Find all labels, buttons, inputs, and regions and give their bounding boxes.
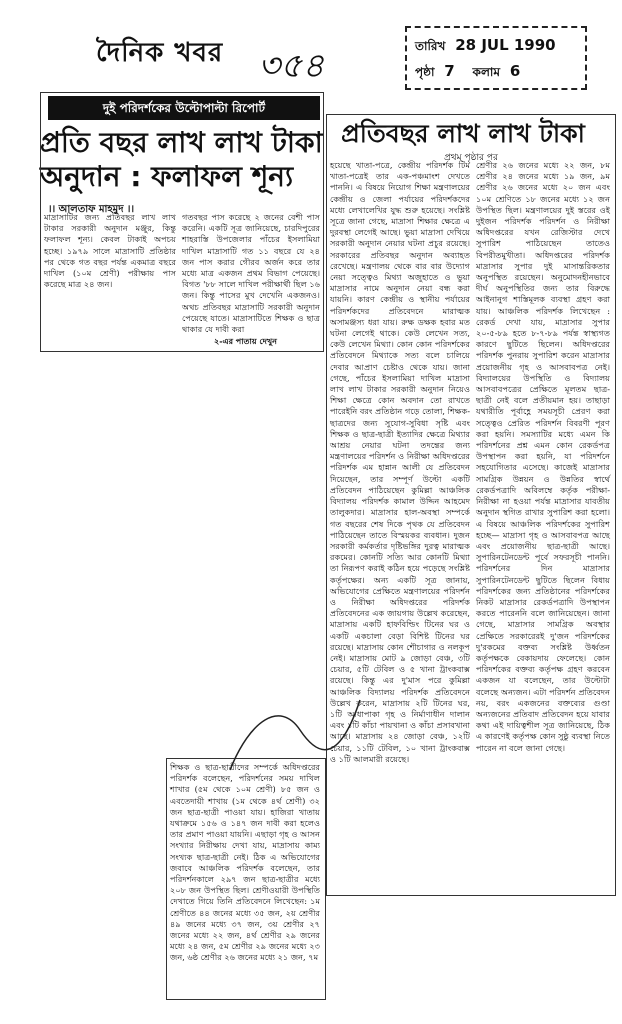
stamp-column-value: 6 bbox=[509, 62, 521, 80]
right-headline: প্রতিবছর লাখ লাখ টাকা bbox=[341, 119, 585, 148]
handwritten-number: ৩৫৪ bbox=[258, 46, 325, 86]
stamp-page-value: 7 bbox=[444, 62, 455, 80]
left-column-1: মাদ্রাসাটির জন্য প্রতিবছর লাখ লাখ টাকার সরকারী অনুদান মঞ্জুর, কিন্তু ফলাফল শূন্য। কেবল টাকাই অপচয় হচ্ছে। ১৯৭৯ সালে মাদ্রাসাটি প্রতিষ্ঠার পর থেকে গত বছর পর্যন্ত একমাত্র বছরে দাখিল (১০ম শ্রেণী) পরীক্ষায় পাস করেছে মাত্র ২৪ জন। bbox=[44, 212, 176, 290]
right-column-1: হয়েছে খাতা-পত্রে, কেন্দ্রীয় পরিদর্শক টিম খাতা-পত্রেই তার এক-পঞ্চমাংশ দেখতে পাননি। এ বিষয়ে নিয়োগ শিক্ষা মন্ত্রণালয়ের কেন্দ্রীয় ও জেলা পর্যায়ের পরিদর্শকদের মধ্যে লেখালেখির যুদ্ধ শুরু হয়েছে। সংশ্লিষ্ট সূত্রে জানা গেছে, মাদ্রাসা শিক্ষার ক্ষেত্রে এ দুরবস্থা লেগেই আছে। ভুয়া মাদ্রাসা দেখিয়ে সরকারী অনুদান নেয়ার ঘটনা প্রচুর রয়েছে। সরকারের প্রতিবছর অনুদান অব্যাহত রেখেছে। মন্ত্রণালয় থেকে বার বার উদ্যোগ নেয়া সত্ত্বেও মিথ্যা অজুহাতে ও ভুয়া মাদ্রাসার নামে অনুদান নেয়া বন্ধ করা যায়নি। কারণ কেন্দ্রীয় ও স্থানীয় পর্যায়ের পরিদর্শকদের প্রতিবেদনে মারাত্মক অসামঞ্জস্য ধরা যায়। রুক্ষ ডক্ষক হবার মত ঘটনা লেগেই থাকে। কেউ লেখেন সত্য, কেউ লেখেন মিথ্যা। কোন কোন পরিদর্শকের প্রতিবেদনে মিথ্যাকে সত্য বলে চালিয়ে দেবার আপ্রাণ চেষ্টাও থেকে যায়। জানা গেছে, পাঁচের ইসলামিয়া দাখিল মাদ্রাসা লাখ লাখ টাকার সরকারী অনুদান নিয়েও শিক্ষা ক্ষেত্রে কোন অবদান তো রাখতে পারেইনি বরং প্রতিষ্ঠান গড়ে তোলা, শিক্ষক-ছাত্রদের জন্য সুযোগ-সুবিধা সৃষ্টি এবং শিক্ষক ও ছাত্র-ছাত্রী ইত্যাদির ক্ষেত্রে মিথ্যার আশ্রয় নেয়ার ঘটনা তদন্তের জন্য মন্ত্রণালয়ের পরিদর্শন ও নিরীক্ষা অধিদপ্তরের পরিদর্শক এম হান্নান আলী যে প্রতিবেদন দিয়েছেন, তার সম্পূর্ণ উল্টো একটি প্রতিবেদন পাঠিয়েছেন কুমিল্লা আঞ্চলিক বিদ্যালয় পরিদর্শক কামাল উদ্দিন আহমেদ তালুকদার। মাদ্রাসার হাল-অবস্থা সম্পর্কে গত বছরের শেষ দিকে পৃথক যে প্রতিবেদন পাঠিয়েছেন তাতে বিস্ময়কর ব্যবধান। দুজন সরকারী কর্মকর্তার দৃষ্টিভঙ্গির দুরত্ব মারাত্মক রকমের। কোনটি সত্যি আর কোনটি মিথ্যা তা নিরূপণ করাই কঠিন হয়ে পড়েছে সংশ্লিষ্ট কর্তৃপক্ষের। অন্য একটি সূত্র জানায়, অভিযোগের প্রেক্ষিতে মন্ত্রণালয়ের পরিদর্শন ও নিরীক্ষা অধিদপ্তরের পরিদর্শক প্রতিবেদনের এক জায়গায় উল্লেখ করেছেন, মাদ্রাসায় একটি হাফবিল্ডিং টিনের ঘর ও একটি একচালা বেড়া বিশিষ্ট টিনের ঘর রয়েছে। মাদ্রাসায় কোন শৌচাগার ও নলকূপ নেই। মাদ্রাসায় মোট ৯ জোড়া বেঞ্চ, ৩টি চেয়ার, ৫টি টেবিল ও ৫ খানা ট্রাংকবাক্স রয়েছে। কিন্তু এর দু'মাস পরে কুমিল্লা আঞ্চলিক বিদ্যালয় পরিদর্শক প্রতিবেদনে উল্লেখ করেন, মাদ্রাসায় ২টি টিনের ঘর, ১টি আধাপাকা গৃহ ও নির্মাণাধীন দালান এবং ১টি কাঁচা পায়খানা ও কাঁচা প্রসাবখানা আছে। মাদ্রাসায় ২৪ জোড়া বেঞ্চ, ১২টি চেয়ার, ১১টি টেবিল, ১০ খানা ট্রাংকবাক্স ও ১টি আলমারী রয়েছে। bbox=[330, 160, 470, 764]
jump-line: প্রথম পৃষ্ঠার পর bbox=[444, 153, 498, 163]
date-stamp bbox=[405, 26, 587, 90]
continued-line: ২-এর পাতায় দেখুন bbox=[214, 337, 277, 346]
right-column-2: শ্রেণীর ২৬ জনের মধ্যে ২২ জন, ৮ম শ্রেণীর ২৪ জনের মধ্যে ১৯ জন, ৯ম শ্রেণীর ২৬ জনের মধ্যে ২০ জন এবং ১০ম শ্রেণিতে ১৮ জনের মধ্যে ১২ জন উপস্থিত ছিল। মন্ত্রণালয়ের দুই স্তরের ওই দুইজন পরিদর্শক পরিদর্শন ও নিরীক্ষা অধিদপ্তরের যখন রেজিস্টার দেখে সুপারিশ পাঠিয়েছেন তাতেও বিপরীতমুখীতা। অধিদপ্তরের পরিদর্শক মাদ্রাসার সুপার দুই মাসান্তরিকতার অনুপস্থিত রয়েছেন। অনুমোদনহীনভাবে দীর্ঘ অনুপস্থিতির জন্য তার বিরুদ্ধে আইনানুগ শাস্তিমূলক ব্যবস্থা গ্রহণ করা যায়। আঞ্চলিক পরিদর্শক লিখেছেন : রেকর্ড দেখা যায়, মাদ্রাসার সুপার ২০-৫-৮৯ হতে ৮-৭-৮৯ পর্যন্ত স্বাস্থ্যগত কারণে ছুটিতে ছিলেন। অধিদপ্তরের পরিদর্শক পুনরায় সুপারিশ করেন মাদ্রাসার প্রয়োজনীয় গৃহ ও আসবাবপত্র নেই। বিদ্যালয়ের উপস্থিতি ও বিদ্যালয় আসবাবপত্রের প্রেক্ষিতে মূলতম ছাত্র-ছাত্রী নেই বলে প্রতীয়মান হয়। তাছাড়া যথারীতি পূর্বাহ্ণে সময়সূচী প্রেরণ করা সত্ত্বেও প্রেরিত পরিদর্শন বিবরণী পূরণ করা হয়নি। সমস্যাটির মধ্যে এমন কি পরিদর্শনের প্রশ্ন এমন কোন রেকর্ডপত্র উপস্থাপন করা হয়নি, যা পরিদর্শনে সহযোগিতার এসেছে। কাজেই মাদ্রাসার সামগ্রিক উন্নয়ন ও উন্নতির স্বার্থে রেকর্ডপত্রাদি অবিলম্বে কর্তৃক পরীক্ষা-নিরীক্ষা না হওয়া পর্যন্ত মাদ্রাসার যাবতীয় অনুদান স্থগিত রাখার সুপারিশ করা হলো। এ বিষয়ে আঞ্চলিক পরিদর্শকের সুপারিশ হচ্ছে— মাদ্রাসা গৃহ ও আসবাবপত্র আছে এবং প্রয়োজনীয় ছাত্র-ছাত্রী আছে। সুপারিনটেনডেন্ট পূর্বে সফরসূচী পাননি। পরিদর্শনের দিন মাদ্রাসার সুপারিনটেনডেন্ট ছুটিতে ছিলেন বিধায় পরিদর্শকের জন্য প্রতিষ্ঠানের পরিদর্শকের নিকট মাদ্রাসার রেকর্ডপত্রাদি উপস্থাপন করতে পারেননি বলে জানিয়েছেন। জানা গেছে, মাদ্রাসার সামগ্রিক অবস্থার প্রেক্ষিতে সরকারেরই দু'জন পরিদর্শকের দু'রকমের বক্তব্য সংশ্লিষ্ট উর্ধ্বতন কর্তৃপক্ষকে বেকায়দায় ফেলেছে। কোন পরিদর্শকের বক্তব্য কর্তৃপক্ষ গ্রহণ করবেন একজন যা বলেছেন, তার উল্টোটা বলেছে অন্যজন। এটা পরিদর্শন প্রতিবেদন নয়, বরং একজনের বক্তব্যের গুণ্ডা অন্যজনের প্রতিবাদ প্রতিবেদন হয়ে যাবার কথা এই দায়িত্বশীল সূত্র জানিয়েছে, ঠিক এ কারণেই কর্তৃপক্ষ কোন সুষ্ঠু ব্যবস্থা নিতে পারেন না বলে জানা গেছে। bbox=[476, 160, 611, 753]
stamp-page-label: পৃষ্ঠা bbox=[415, 65, 435, 79]
left-column-2: গতবছর পাস করেছে ২ জনের বেশী পাস করেনি। একটি সূত্র জানিয়েছে, চারদিপুরের শাহরাস্তি উপজেলার পাঁচের ইসলামিয়া দাখিল মাদ্রাসাটি গত ১১ বছরে যে ২৪ জন পাস করার গৌরব অর্জন করে তার মধ্যে মাত্র একজন প্রথম বিভাগ পেয়েছে। বিগত '৮৮ সালে দাখিল পরীক্ষার্থী ছিল ১৬ জন। কিন্তু পাসের মুখ দেখেনি একজনও। অথচ প্রতিবছর মাদ্রাসাটি সরকারী অনুদান পেয়েছে যাতে। মাদ্রাসাটিতে শিক্ষক ও ছাত্র থাকার যে দাবী করা bbox=[182, 212, 320, 335]
stamp-date-value: 28 JUL 1990 bbox=[455, 36, 556, 54]
stamp-column-label: কলাম bbox=[472, 65, 501, 79]
bottom-column: শিক্ষক ও ছাত্র-ছাত্রীদের সম্পর্কে অধিদপ্তরের পরিদর্শক বলেছেন, পরিদর্শনের সময় দাখিল শাখার (৫ম থেকে ১০ম শ্রেণী) ৮৫ জন ও এবতেদায়ী শাখায় (১ম থেকে ৪র্থ শ্রেণী) ৩২ জন ছাত্র-ছাত্রী পাওয়া যায়। হাজিরা খাতায় যথাক্রমে ১৫৬ ও ১৪৭ জন দাবী করা হলেও তার প্রমাণ পাওয়া যায়নি। এছাড়া গৃহ ও আসন সংখ্যার নিরীক্ষায় দেখা যায়, মাদ্রাসায় কাম্য সংখ্যক ছাত্র-ছাত্রী নেই। ঠিক এ অভিযোগের জবাবে আঞ্চলিক পরিদর্শক বলেছেন, তার পরিদর্শনকালে ২৯৭ জন ছাত্র-ছাত্রীর মধ্যে ২০৮ জন উপস্থিত ছিল। শ্রেণীওয়ারী উপস্থিতি দেখাতে গিয়ে তিনি প্রতিবেদনে লিখেছেন: ১ম শ্রেণীতে ৪৪ জনের মধ্যে ৩৫ জন, ২য় শ্রেণীর ৪৯ জনের মধ্যে ৩৭ জন, ৩য় শ্রেণীর ২৭ জনের মধ্যে ২২ জন, ৪র্থ শ্রেণীর ২৯ জনের মধ্যে ২৪ জন, ৫ম শ্রেণীর ২৯ জনের মধ্যে ২৩ জন, ৬ষ্ঠ শ্রেণীর ২৬ জনের মধ্যে ২১ জন, ৭ম bbox=[170, 762, 320, 963]
stamp-date-label: তারিখ bbox=[415, 39, 446, 53]
left-headline: প্রতি বছর লাখ লাখ টাকা অনুদান : ফলাফল শূন্য bbox=[40, 126, 323, 193]
stamp-page-row bbox=[415, 62, 520, 84]
left-article-frame bbox=[40, 92, 324, 352]
byline: ।। আলতাফ মাহমুদ ।। bbox=[48, 204, 135, 215]
bottom-column-frame bbox=[166, 758, 326, 1000]
article-kicker: দুই পরিদর্শকের উল্টোপাল্টা রিপোর্ট bbox=[48, 96, 320, 120]
pen-scribble bbox=[220, 680, 370, 780]
stamp-date-row bbox=[415, 36, 556, 58]
newspaper-masthead: দৈনিক খবর bbox=[96, 38, 224, 68]
